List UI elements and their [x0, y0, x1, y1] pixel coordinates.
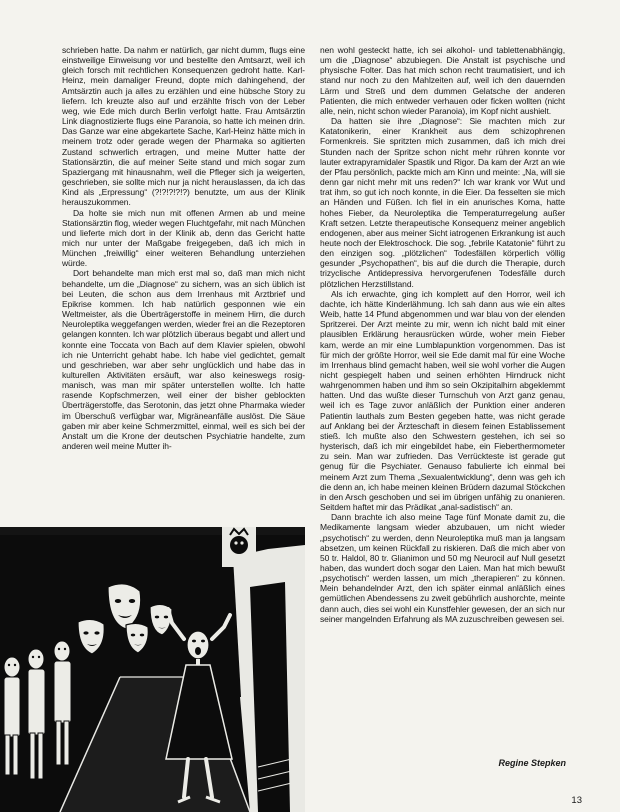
- paragraph: Da holte sie mich nun mit offenen Armen ab und meine Stationsärztin flog, wieder wegen Fluchtgefahr, mit nach München und lieferte mich dort in der Klinik ab, denn das Gericht hatte mich nur unter der Maßgabe freigegeben, daß ich mich in München „freiwillig“ einer weiteren Behandlung unterziehen würde.: [62, 207, 305, 269]
- paragraph: Da hatten sie ihre „Diagnose“: Sie machten mich zur Katatonikerin, einer Krankheit aus dem schizophrenen Formenkreis. Sie spritzten mich zusammen, daß ich mich drei Stunden nach der Spritze schon nicht mehr rühren konnte vor lauter extrapyramidaler Spastik und Rigor. Da kam der Arzt an wie der Pfau persönlich, packte mich am Kinn und meinte: „Na, will sie denn gar nicht mehr mit uns reden?“ Ich war krank vor Wut und trat ihm, so gut ich noch konnte, in die Eier. Da fesselten sie mich an Händen und Füßen. Ich fiel in ein anurisches Koma, hatte hohes Fieber, da Neuroleptika die Temperaturregelung außer Kraft setzen. Letzte therapeutische Konsequenz meiner angeblich endogenen, aber aus meiner Sicht iatrogenen Erkrankung ist auch heute noch der Elektroschock. Die sog. „febrile Katatonie“ führt zu den einzigen sog. „plötzlichen“ Todesfällen körperlich völlig gesunder „Psychopathen“, bis auf die durch die Therapie, durch trizyclische Antidepressiva hervorgerufenen Todesfälle durch plötzlichen Herzstillstand.: [320, 116, 565, 289]
- paragraph: Als ich erwachte, ging ich komplett auf den Horror, weil ich dachte, ich hätte Kinderlähmung. Ich sah dann aus wie ein altes Weib, hatte 14 Pfund abgenommen und war blau von der elenden Spritzerei. Der Arzt meinte zu mir, wenn ich nicht bald mit einer plausiblen Erklärung herausrücken würde, woher mein Fieber kam, werde an mir eine Lumblapunktion vorgenommen. Das ist für mich der größte Horror, weil sie Ede damit mal für eine Woche im Irrenhaus blind gemacht haben, weil sie wohl vorher die Augen nicht gespiegelt haben und seinen erhöhten Hirndruck nicht wahrgenommen haben und ihm so sein Okzipitalhirn abgeklemmt hatten. Und das wußte dieser Turnschuh von Arzt ganz genau, weil ich es Tage zuvor anläßlich der Punktion einer anderen Patientin lauthals zum Besten gegeben hatte, was nicht gerade auf Anklang bei der Ärzteschaft in diesem feinen Establissement stieß. Ich mußte also den Schwestern gestehen, ich sei so hysterisch, daß ich mir eingebildet habe, ein Fieberthermometer zu sein. Man war zufrieden. Das Verrückteste ist gerade gut genug für die Psychiater. Genauso fabulierte ich einmal bei meinem Arzt zum Thema „Sexualentwicklung“, denn was geh ich die denn an, ich habe meinen kleinen Brüdern dazumal Stöckchen in den Arsch geschoben und sei im übrigen unfähig zu onanieren. Seitdem haftet mir das Prädikat „anal-sadistisch“ an.: [320, 288, 565, 513]
- masks-illustration-icon: [0, 527, 305, 812]
- article-right-column: [320, 45, 565, 757]
- paragraph: Dort behandelte man mich erst mal so, daß man mich nicht behandelte, um die „Diagnose“ zu sichern, was an sich üblich ist bei Leuten, die schon aus dem Irrenhaus mit Arztbrief und Epikrise kommen. Ich hab natürlich gesponnen wie ein Weltmeister, als die Überträgerstoffe in meinem Hirn, die durch Neuroleptika weggefangen werden, wieder frei an die Rezeptoren gelangen konnten. Ich war plötzlich überaus begabt und allert und konnte eine Toccata von Bach auf dem Klavier spielen, obwohl ich nie Unterricht gehabt habe. Ich habe viel gedichtet, gemalt und geschrieben, war aber sehr unglücklich und habe das in kulturellen Aktivitäten ersäuft, war also keineswegs rosig-manisch, was man mir später unterstellen wollte. Ich hatte rasende Kopfschmerzen, weil einer der bisher geblockten Überträgerstoffe, das Serotonin, das jetzt ohne Pharmaka wieder im Überschuß verfügbar war, Migräneanfälle auslöst. Die Säue gaben mir aber keine Schmerzmittel, einmal, weil es sich bei der Anstalt um die Krone der deutschen Psychiatrie handelte, zum anderen weil meine Mutter ih-: [62, 268, 305, 452]
- paragraph: schrieben hatte. Da nahm er natürlich, gar nicht dumm, flugs eine einstweilige Einweisung vor und bestellte den Amtsarzt, weil ich gleich forsch mit rechtlichen Konsequenzen gedroht hatte. Karl-Heinz, mein damaliger Freund, dopte mich dahingehend, der Amtsärztin auch ja alles zu erzählen und eine hübsche Story zu liefern. Ich kreuzte also auf und erzählte frisch von der Leber weg, wie Ede mich durch Berlin verfolgt hatte. Frau Amtsärztin Link diagnostizierte flugs eine Paranoia, so hatte ich meinen drin. Das Ganze war eine abgekartete Sache, Karl-Heinz hätte mich in meinem trotz oder gerade wegen der Pharmaka so agitierten Zustand schwerlich ertragen, und meine Mutter hatte der Stationsärztin, die auf meiner Seite stand und mich sogar zum Spaziergang mit hinausnahm, weil die Pfleger sich ja weigerten, geschrieben, sie sollte mich nur ja nicht herauslassen, da ich das Kind als „Erpressung“ (?!?!?!?!?) benutzte, um aus der Klinik herauszukommen.: [62, 45, 305, 208]
- paragraph: Dann brachte ich also meine Tage fünf Monate damit zu, die Medikamente langsam wieder abzubauen, um nicht wieder „psychotisch“ zu werden, denn Neuroleptika muß man ja langsam absetzen, um keinen Rückfall zu riskieren. Daß die mich aber von 50 tr. Haldol, 80 tr. Glianimon und 50 mg Neurocil auf Null gesetzt haben, das wundert doch sogar den Laien. Man hat mich bewußt „psychotisch“ werden lassen, um mich „therapieren“ zu können. Mein behandelnder Arzt, den ich später einmal anläßlich eines gemütlichen Abendessens zu zweit gebührlich aushorchte, meinte dann auch, dies sei wohl ein Kunstfehler gewesen, der an sich nur seiner mangelnden Erfahrung als MA zuzuschreiben gewesen sei.: [320, 512, 565, 624]
- page-number: 13: [571, 795, 582, 806]
- article-left-column: [62, 45, 305, 527]
- paragraph: nen wohl gesteckt hatte, ich sei alkohol- und tablettenabhängig, um die „Diagnose“ abzubiegen. Die Anstalt ist psychische und physische Folter. Das hat mich schon recht traumatisiert, und ich stand nur noch zu den Mahlzeiten auf, weil ich den dauernden Lärm und Streß und dem dummen Gelatsche der anderen Patienten, die mich entweder verhauen oder ficken wollten (nicht alle, nein, nicht schon wieder Paranoia), im Kopf nicht aushielt.: [320, 45, 565, 116]
- author-byline: Regine Stepken: [498, 758, 566, 768]
